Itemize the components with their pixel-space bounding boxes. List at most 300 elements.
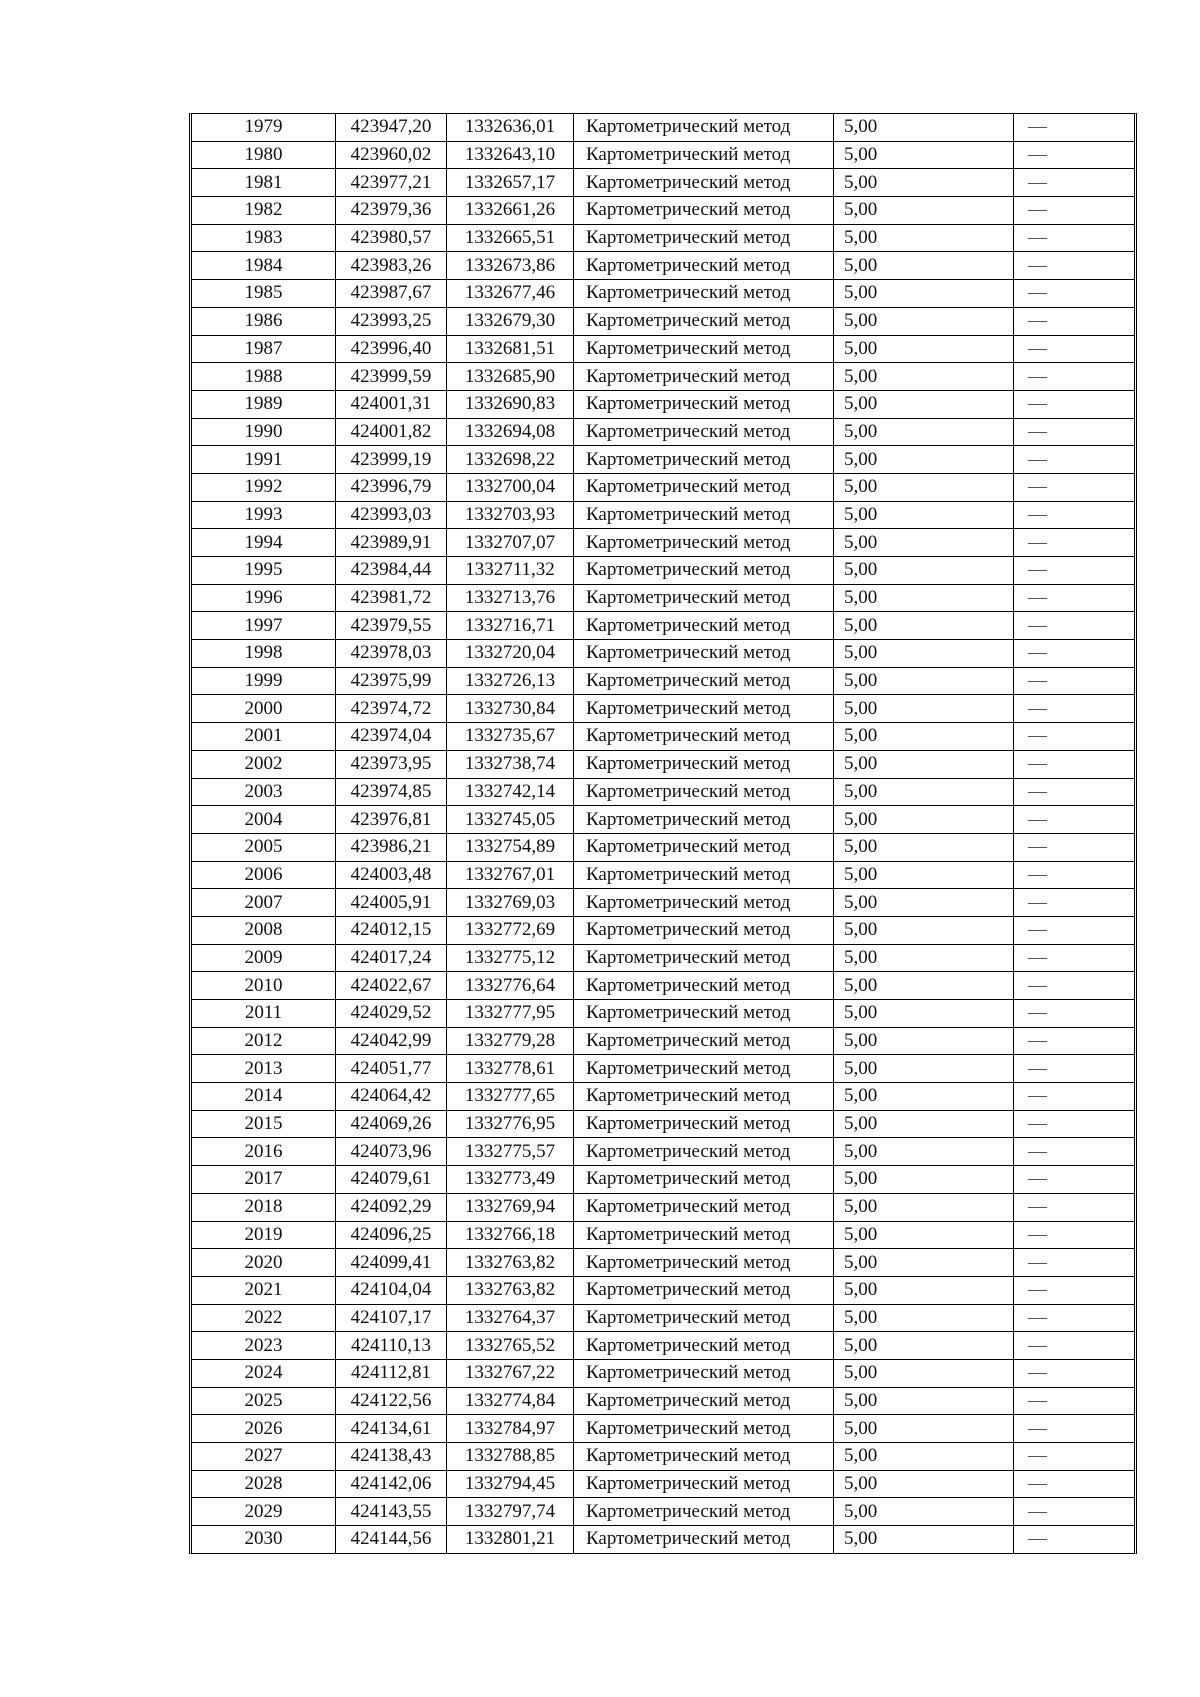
point-number-cell: 2019 xyxy=(192,1221,336,1249)
method-cell: Картометрический метод xyxy=(574,806,834,834)
table-row xyxy=(192,224,1134,252)
x-coordinate-cell: 424029,52 xyxy=(336,1000,447,1028)
description-cell: — xyxy=(1014,224,1135,252)
table-row xyxy=(192,944,1134,972)
table-row xyxy=(192,640,1134,668)
accuracy-cell: 5,00 xyxy=(834,1000,1014,1028)
method-cell: Картометрический метод xyxy=(574,1359,834,1387)
description-cell: — xyxy=(1014,141,1135,169)
accuracy-cell: 5,00 xyxy=(834,1387,1014,1415)
description-cell: — xyxy=(1014,1498,1135,1526)
y-coordinate-cell: 1332779,28 xyxy=(447,1027,574,1055)
accuracy-cell: 5,00 xyxy=(834,529,1014,557)
point-number-cell: 1981 xyxy=(192,169,336,197)
table-row xyxy=(192,1138,1134,1166)
method-cell: Картометрический метод xyxy=(574,252,834,280)
y-coordinate-cell: 1332784,97 xyxy=(447,1415,574,1443)
x-coordinate-cell: 424107,17 xyxy=(336,1304,447,1332)
description-cell: — xyxy=(1014,1138,1135,1166)
accuracy-cell: 5,00 xyxy=(834,307,1014,335)
point-number-cell: 1993 xyxy=(192,501,336,529)
point-number-cell: 2004 xyxy=(192,806,336,834)
point-number-cell: 1980 xyxy=(192,141,336,169)
table-row xyxy=(192,584,1134,612)
point-number-cell: 1995 xyxy=(192,557,336,585)
y-coordinate-cell: 1332713,76 xyxy=(447,584,574,612)
method-cell: Картометрический метод xyxy=(574,778,834,806)
point-number-cell: 2014 xyxy=(192,1083,336,1111)
method-cell: Картометрический метод xyxy=(574,1415,834,1443)
description-cell: — xyxy=(1014,280,1135,308)
y-coordinate-cell: 1332769,94 xyxy=(447,1193,574,1221)
point-number-cell: 2010 xyxy=(192,972,336,1000)
point-number-cell: 1987 xyxy=(192,335,336,363)
table-row xyxy=(192,1526,1134,1553)
table-row xyxy=(192,197,1134,225)
y-coordinate-cell: 1332643,10 xyxy=(447,141,574,169)
x-coordinate-cell: 424005,91 xyxy=(336,889,447,917)
x-coordinate-cell: 424122,56 xyxy=(336,1387,447,1415)
accuracy-cell: 5,00 xyxy=(834,501,1014,529)
x-coordinate-cell: 424064,42 xyxy=(336,1083,447,1111)
y-coordinate-cell: 1332657,17 xyxy=(447,169,574,197)
accuracy-cell: 5,00 xyxy=(834,280,1014,308)
point-number-cell: 2017 xyxy=(192,1166,336,1194)
accuracy-cell: 5,00 xyxy=(834,197,1014,225)
description-cell: — xyxy=(1014,695,1135,723)
x-coordinate-cell: 424022,67 xyxy=(336,972,447,1000)
accuracy-cell: 5,00 xyxy=(834,972,1014,1000)
method-cell: Картометрический метод xyxy=(574,529,834,557)
table-row xyxy=(192,335,1134,363)
table-row xyxy=(192,972,1134,1000)
point-number-cell: 1983 xyxy=(192,224,336,252)
table-row xyxy=(192,418,1134,446)
y-coordinate-cell: 1332720,04 xyxy=(447,640,574,668)
description-cell: — xyxy=(1014,1000,1135,1028)
description-cell: — xyxy=(1014,640,1135,668)
accuracy-cell: 5,00 xyxy=(834,1110,1014,1138)
accuracy-cell: 5,00 xyxy=(834,1359,1014,1387)
table-row xyxy=(192,1000,1134,1028)
x-coordinate-cell: 423999,59 xyxy=(336,363,447,391)
y-coordinate-cell: 1332690,83 xyxy=(447,390,574,418)
x-coordinate-cell: 423977,21 xyxy=(336,169,447,197)
description-cell: — xyxy=(1014,307,1135,335)
method-cell: Картометрический метод xyxy=(574,584,834,612)
x-coordinate-cell: 424073,96 xyxy=(336,1138,447,1166)
x-coordinate-cell: 423974,85 xyxy=(336,778,447,806)
point-number-cell: 2028 xyxy=(192,1470,336,1498)
x-coordinate-cell: 424110,13 xyxy=(336,1332,447,1360)
description-cell: — xyxy=(1014,1276,1135,1304)
y-coordinate-cell: 1332775,12 xyxy=(447,944,574,972)
method-cell: Картометрический метод xyxy=(574,114,834,141)
y-coordinate-cell: 1332742,14 xyxy=(447,778,574,806)
x-coordinate-cell: 423947,20 xyxy=(336,114,447,141)
x-coordinate-cell: 424042,99 xyxy=(336,1027,447,1055)
point-number-cell: 2029 xyxy=(192,1498,336,1526)
x-coordinate-cell: 424069,26 xyxy=(336,1110,447,1138)
y-coordinate-cell: 1332738,74 xyxy=(447,750,574,778)
coordinates-table-frame xyxy=(189,113,1137,1554)
description-cell: — xyxy=(1014,1387,1135,1415)
accuracy-cell: 5,00 xyxy=(834,252,1014,280)
x-coordinate-cell: 424017,24 xyxy=(336,944,447,972)
accuracy-cell: 5,00 xyxy=(834,1027,1014,1055)
y-coordinate-cell: 1332707,07 xyxy=(447,529,574,557)
table-row xyxy=(192,169,1134,197)
description-cell: — xyxy=(1014,1332,1135,1360)
y-coordinate-cell: 1332661,26 xyxy=(447,197,574,225)
accuracy-cell: 5,00 xyxy=(834,224,1014,252)
point-number-cell: 2020 xyxy=(192,1249,336,1277)
accuracy-cell: 5,00 xyxy=(834,446,1014,474)
description-cell: — xyxy=(1014,723,1135,751)
accuracy-cell: 5,00 xyxy=(834,916,1014,944)
method-cell: Картометрический метод xyxy=(574,557,834,585)
y-coordinate-cell: 1332777,65 xyxy=(447,1083,574,1111)
point-number-cell: 2005 xyxy=(192,833,336,861)
table-row xyxy=(192,1193,1134,1221)
accuracy-cell: 5,00 xyxy=(834,1470,1014,1498)
method-cell: Картометрический метод xyxy=(574,1249,834,1277)
x-coordinate-cell: 423960,02 xyxy=(336,141,447,169)
table-row xyxy=(192,750,1134,778)
point-number-cell: 2009 xyxy=(192,944,336,972)
point-number-cell: 2023 xyxy=(192,1332,336,1360)
method-cell: Картометрический метод xyxy=(574,916,834,944)
description-cell: — xyxy=(1014,889,1135,917)
accuracy-cell: 5,00 xyxy=(834,114,1014,141)
point-number-cell: 2022 xyxy=(192,1304,336,1332)
accuracy-cell: 5,00 xyxy=(834,473,1014,501)
description-cell: — xyxy=(1014,1526,1135,1553)
y-coordinate-cell: 1332772,69 xyxy=(447,916,574,944)
accuracy-cell: 5,00 xyxy=(834,833,1014,861)
y-coordinate-cell: 1332698,22 xyxy=(447,446,574,474)
point-number-cell: 2003 xyxy=(192,778,336,806)
method-cell: Картометрический метод xyxy=(574,723,834,751)
description-cell: — xyxy=(1014,473,1135,501)
x-coordinate-cell: 423979,36 xyxy=(336,197,447,225)
x-coordinate-cell: 424143,55 xyxy=(336,1498,447,1526)
point-number-cell: 2030 xyxy=(192,1526,336,1553)
accuracy-cell: 5,00 xyxy=(834,418,1014,446)
description-cell: — xyxy=(1014,1027,1135,1055)
y-coordinate-cell: 1332797,74 xyxy=(447,1498,574,1526)
point-number-cell: 2027 xyxy=(192,1443,336,1471)
description-cell: — xyxy=(1014,1110,1135,1138)
description-cell: — xyxy=(1014,584,1135,612)
method-cell: Картометрический метод xyxy=(574,141,834,169)
table-row xyxy=(192,252,1134,280)
x-coordinate-cell: 424144,56 xyxy=(336,1526,447,1553)
x-coordinate-cell: 424079,61 xyxy=(336,1166,447,1194)
method-cell: Картометрический метод xyxy=(574,833,834,861)
table-row xyxy=(192,446,1134,474)
x-coordinate-cell: 423987,67 xyxy=(336,280,447,308)
accuracy-cell: 5,00 xyxy=(834,806,1014,834)
y-coordinate-cell: 1332765,52 xyxy=(447,1332,574,1360)
y-coordinate-cell: 1332694,08 xyxy=(447,418,574,446)
y-coordinate-cell: 1332794,45 xyxy=(447,1470,574,1498)
description-cell: — xyxy=(1014,529,1135,557)
accuracy-cell: 5,00 xyxy=(834,695,1014,723)
y-coordinate-cell: 1332673,86 xyxy=(447,252,574,280)
accuracy-cell: 5,00 xyxy=(834,1221,1014,1249)
y-coordinate-cell: 1332754,89 xyxy=(447,833,574,861)
method-cell: Картометрический метод xyxy=(574,1138,834,1166)
table-row xyxy=(192,1110,1134,1138)
y-coordinate-cell: 1332726,13 xyxy=(447,667,574,695)
x-coordinate-cell: 424099,41 xyxy=(336,1249,447,1277)
method-cell: Картометрический метод xyxy=(574,1443,834,1471)
point-number-cell: 1985 xyxy=(192,280,336,308)
method-cell: Картометрический метод xyxy=(574,1304,834,1332)
description-cell: — xyxy=(1014,750,1135,778)
method-cell: Картометрический метод xyxy=(574,501,834,529)
y-coordinate-cell: 1332776,95 xyxy=(447,1110,574,1138)
method-cell: Картометрический метод xyxy=(574,1221,834,1249)
method-cell: Картометрический метод xyxy=(574,1055,834,1083)
x-coordinate-cell: 423999,19 xyxy=(336,446,447,474)
description-cell: — xyxy=(1014,861,1135,889)
table-row xyxy=(192,1443,1134,1471)
method-cell: Картометрический метод xyxy=(574,224,834,252)
accuracy-cell: 5,00 xyxy=(834,1193,1014,1221)
accuracy-cell: 5,00 xyxy=(834,557,1014,585)
table-row xyxy=(192,833,1134,861)
table-row xyxy=(192,1498,1134,1526)
accuracy-cell: 5,00 xyxy=(834,1304,1014,1332)
table-row xyxy=(192,1359,1134,1387)
y-coordinate-cell: 1332801,21 xyxy=(447,1526,574,1553)
point-number-cell: 1992 xyxy=(192,473,336,501)
method-cell: Картометрический метод xyxy=(574,1110,834,1138)
method-cell: Картометрический метод xyxy=(574,169,834,197)
y-coordinate-cell: 1332711,32 xyxy=(447,557,574,585)
description-cell: — xyxy=(1014,335,1135,363)
description-cell: — xyxy=(1014,833,1135,861)
table-row xyxy=(192,280,1134,308)
accuracy-cell: 5,00 xyxy=(834,750,1014,778)
table-row xyxy=(192,916,1134,944)
table-row xyxy=(192,114,1134,141)
y-coordinate-cell: 1332730,84 xyxy=(447,695,574,723)
coordinates-table-body xyxy=(192,114,1134,1553)
method-cell: Картометрический метод xyxy=(574,695,834,723)
point-number-cell: 1999 xyxy=(192,667,336,695)
method-cell: Картометрический метод xyxy=(574,1166,834,1194)
table-row xyxy=(192,473,1134,501)
accuracy-cell: 5,00 xyxy=(834,1498,1014,1526)
accuracy-cell: 5,00 xyxy=(834,612,1014,640)
x-coordinate-cell: 423993,25 xyxy=(336,307,447,335)
x-coordinate-cell: 423983,26 xyxy=(336,252,447,280)
accuracy-cell: 5,00 xyxy=(834,1443,1014,1471)
description-cell: — xyxy=(1014,446,1135,474)
accuracy-cell: 5,00 xyxy=(834,640,1014,668)
method-cell: Картометрический метод xyxy=(574,1332,834,1360)
accuracy-cell: 5,00 xyxy=(834,1332,1014,1360)
point-number-cell: 2000 xyxy=(192,695,336,723)
y-coordinate-cell: 1332769,03 xyxy=(447,889,574,917)
point-number-cell: 2018 xyxy=(192,1193,336,1221)
description-cell: — xyxy=(1014,806,1135,834)
accuracy-cell: 5,00 xyxy=(834,1276,1014,1304)
point-number-cell: 2013 xyxy=(192,1055,336,1083)
table-row xyxy=(192,1221,1134,1249)
x-coordinate-cell: 423993,03 xyxy=(336,501,447,529)
x-coordinate-cell: 424142,06 xyxy=(336,1470,447,1498)
x-coordinate-cell: 424096,25 xyxy=(336,1221,447,1249)
y-coordinate-cell: 1332763,82 xyxy=(447,1276,574,1304)
x-coordinate-cell: 423979,55 xyxy=(336,612,447,640)
accuracy-cell: 5,00 xyxy=(834,1415,1014,1443)
description-cell: — xyxy=(1014,169,1135,197)
description-cell: — xyxy=(1014,778,1135,806)
point-number-cell: 2021 xyxy=(192,1276,336,1304)
table-row xyxy=(192,529,1134,557)
accuracy-cell: 5,00 xyxy=(834,1166,1014,1194)
y-coordinate-cell: 1332775,57 xyxy=(447,1138,574,1166)
method-cell: Картометрический метод xyxy=(574,1083,834,1111)
description-cell: — xyxy=(1014,418,1135,446)
description-cell: — xyxy=(1014,1443,1135,1471)
method-cell: Картометрический метод xyxy=(574,1498,834,1526)
accuracy-cell: 5,00 xyxy=(834,667,1014,695)
point-number-cell: 1979 xyxy=(192,114,336,141)
description-cell: — xyxy=(1014,1415,1135,1443)
y-coordinate-cell: 1332766,18 xyxy=(447,1221,574,1249)
method-cell: Картометрический метод xyxy=(574,197,834,225)
description-cell: — xyxy=(1014,557,1135,585)
table-row xyxy=(192,1304,1134,1332)
accuracy-cell: 5,00 xyxy=(834,1055,1014,1083)
point-number-cell: 2016 xyxy=(192,1138,336,1166)
accuracy-cell: 5,00 xyxy=(834,1526,1014,1553)
description-cell: — xyxy=(1014,252,1135,280)
accuracy-cell: 5,00 xyxy=(834,723,1014,751)
table-row xyxy=(192,612,1134,640)
x-coordinate-cell: 424134,61 xyxy=(336,1415,447,1443)
description-cell: — xyxy=(1014,390,1135,418)
description-cell: — xyxy=(1014,667,1135,695)
accuracy-cell: 5,00 xyxy=(834,1138,1014,1166)
method-cell: Картометрический метод xyxy=(574,418,834,446)
accuracy-cell: 5,00 xyxy=(834,861,1014,889)
table-row xyxy=(192,1166,1134,1194)
point-number-cell: 1988 xyxy=(192,363,336,391)
method-cell: Картометрический метод xyxy=(574,640,834,668)
table-row xyxy=(192,667,1134,695)
point-number-cell: 1984 xyxy=(192,252,336,280)
table-row xyxy=(192,1332,1134,1360)
accuracy-cell: 5,00 xyxy=(834,390,1014,418)
x-coordinate-cell: 423974,04 xyxy=(336,723,447,751)
point-number-cell: 2001 xyxy=(192,723,336,751)
y-coordinate-cell: 1332776,64 xyxy=(447,972,574,1000)
point-number-cell: 2007 xyxy=(192,889,336,917)
point-number-cell: 2008 xyxy=(192,916,336,944)
point-number-cell: 1996 xyxy=(192,584,336,612)
method-cell: Картометрический метод xyxy=(574,307,834,335)
description-cell: — xyxy=(1014,1083,1135,1111)
table-row xyxy=(192,1387,1134,1415)
description-cell: — xyxy=(1014,1221,1135,1249)
accuracy-cell: 5,00 xyxy=(834,1083,1014,1111)
y-coordinate-cell: 1332700,04 xyxy=(447,473,574,501)
x-coordinate-cell: 423980,57 xyxy=(336,224,447,252)
y-coordinate-cell: 1332774,84 xyxy=(447,1387,574,1415)
description-cell: — xyxy=(1014,1470,1135,1498)
x-coordinate-cell: 423989,91 xyxy=(336,529,447,557)
description-cell: — xyxy=(1014,944,1135,972)
description-cell: — xyxy=(1014,972,1135,1000)
y-coordinate-cell: 1332773,49 xyxy=(447,1166,574,1194)
table-row xyxy=(192,1055,1134,1083)
x-coordinate-cell: 424138,43 xyxy=(336,1443,447,1471)
method-cell: Картометрический метод xyxy=(574,972,834,1000)
description-cell: — xyxy=(1014,501,1135,529)
coordinates-table xyxy=(192,114,1134,1553)
y-coordinate-cell: 1332764,37 xyxy=(447,1304,574,1332)
table-row xyxy=(192,889,1134,917)
y-coordinate-cell: 1332745,05 xyxy=(447,806,574,834)
x-coordinate-cell: 423981,72 xyxy=(336,584,447,612)
point-number-cell: 2002 xyxy=(192,750,336,778)
accuracy-cell: 5,00 xyxy=(834,335,1014,363)
point-number-cell: 2025 xyxy=(192,1387,336,1415)
method-cell: Картометрический метод xyxy=(574,1276,834,1304)
y-coordinate-cell: 1332735,67 xyxy=(447,723,574,751)
method-cell: Картометрический метод xyxy=(574,1000,834,1028)
y-coordinate-cell: 1332767,22 xyxy=(447,1359,574,1387)
point-number-cell: 1991 xyxy=(192,446,336,474)
y-coordinate-cell: 1332778,61 xyxy=(447,1055,574,1083)
description-cell: — xyxy=(1014,1359,1135,1387)
method-cell: Картометрический метод xyxy=(574,280,834,308)
description-cell: — xyxy=(1014,114,1135,141)
accuracy-cell: 5,00 xyxy=(834,1249,1014,1277)
table-row xyxy=(192,1083,1134,1111)
x-coordinate-cell: 423973,95 xyxy=(336,750,447,778)
method-cell: Картометрический метод xyxy=(574,335,834,363)
point-number-cell: 1998 xyxy=(192,640,336,668)
x-coordinate-cell: 424112,81 xyxy=(336,1359,447,1387)
y-coordinate-cell: 1332777,95 xyxy=(447,1000,574,1028)
y-coordinate-cell: 1332679,30 xyxy=(447,307,574,335)
table-row xyxy=(192,806,1134,834)
accuracy-cell: 5,00 xyxy=(834,778,1014,806)
table-row xyxy=(192,778,1134,806)
x-coordinate-cell: 423984,44 xyxy=(336,557,447,585)
x-coordinate-cell: 424001,82 xyxy=(336,418,447,446)
table-row xyxy=(192,557,1134,585)
accuracy-cell: 5,00 xyxy=(834,584,1014,612)
point-number-cell: 2006 xyxy=(192,861,336,889)
table-row xyxy=(192,307,1134,335)
point-number-cell: 1994 xyxy=(192,529,336,557)
y-coordinate-cell: 1332681,51 xyxy=(447,335,574,363)
method-cell: Картометрический метод xyxy=(574,861,834,889)
method-cell: Картометрический метод xyxy=(574,1470,834,1498)
point-number-cell: 1986 xyxy=(192,307,336,335)
description-cell: — xyxy=(1014,1304,1135,1332)
description-cell: — xyxy=(1014,1166,1135,1194)
description-cell: — xyxy=(1014,197,1135,225)
